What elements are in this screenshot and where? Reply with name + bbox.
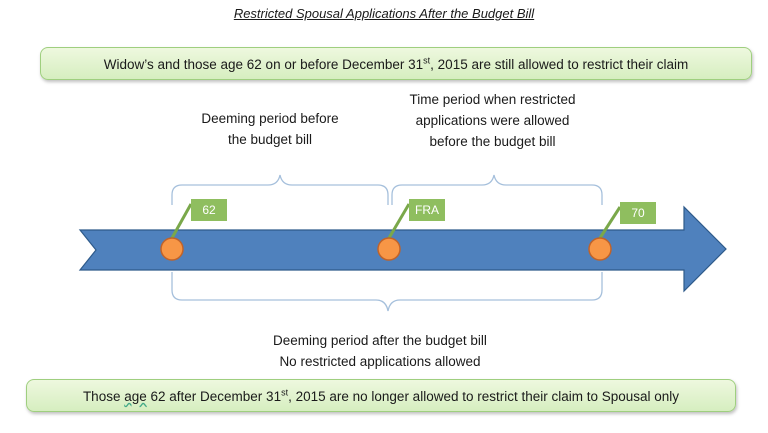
note-deeming-after [220,330,540,372]
note-line: applications were allowed [415,113,570,128]
marker-label-62: 62 [191,199,227,221]
banner-top-text: Widow’s and those age 62 on or before December 31 [103,57,424,72]
note-line: the budget bill [227,132,313,147]
note-restricted-allowed [375,89,610,152]
page-title: Restricted Spousal Applications After the Budget Bill [233,6,535,21]
marker-label-70: 70 [620,202,656,224]
milestone-dot-fra [378,238,400,260]
note-line: No restricted applications allowed [279,354,481,369]
banner-bottom-text: Those [82,389,125,404]
note-line: before the budget bill [429,134,556,149]
note-line: Deeming period before [201,111,339,126]
note-deeming-before [180,108,360,150]
banner-bottom-text-mid: 62 after December 31 [146,389,282,404]
banner-bottom-sup: st [281,387,289,398]
banner-bottom-word-age: age [124,389,147,404]
banner-bottom-text-end: , 2015 are no longer allowed to restrict their claim to Spousal only [288,389,680,404]
banner-no-longer-allowed [26,379,736,412]
banner-top-sup: st [423,55,431,66]
milestone-dot-62 [161,238,183,260]
note-line: Deeming period after the budget bill [273,333,487,348]
note-line: Time period when restricted [409,92,576,107]
milestone-dot-70 [589,238,611,260]
banner-top-text-end: , 2015 are still allowed to restrict their claim [430,57,689,72]
bracket-deeming-after [172,272,602,311]
marker-label-fra: FRA [409,199,445,221]
